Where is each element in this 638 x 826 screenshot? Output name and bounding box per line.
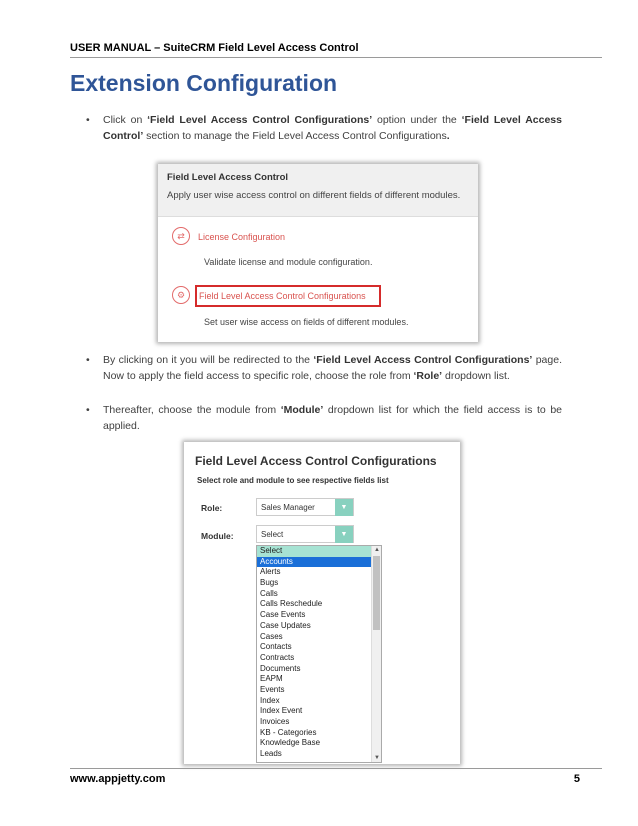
bold-run: ‘Field Level Access Control Configurations’ [313,354,533,366]
panel-title: Field Level Access Control [167,172,289,183]
text-run: dropdown list for which the field access is to be applied. [103,404,562,432]
list-item[interactable]: Calls [260,588,278,598]
config-hint: Select role and module to see respective fields list [197,476,389,485]
footer-site: www.appjetty.com [70,773,166,785]
list-item[interactable]: Index [260,695,280,705]
role-select[interactable] [256,498,354,516]
list-scrollbar[interactable] [371,546,381,762]
module-select[interactable] [256,525,354,543]
config-page-title: Field Level Access Control Configurations [195,454,437,468]
text-run: section to manage the Field Level Access Control Configurations [143,130,447,142]
list-item[interactable]: Bugs [260,578,279,588]
page-footer [70,768,602,785]
header-title: USER MANUAL – SuiteCRM Field Level Access Control [70,42,359,54]
bold-run: ‘Field Level Access Control’ [103,114,562,142]
list-item[interactable]: Alerts [260,567,281,577]
license-config-link[interactable]: License Configuration [198,232,286,242]
bold-run: ‘Module’ [280,404,324,416]
role-select-value: Sales Manager [261,503,315,512]
bullet-dot: • [86,114,90,126]
page-header [70,42,602,58]
list-item[interactable]: Select [257,546,381,557]
list-item[interactable]: KB - Categories [260,727,317,737]
module-dropdown-list[interactable] [256,545,382,763]
panel-subtitle: Apply user wise access control on different fields of different modules. [167,190,461,201]
text-run: option under the [372,114,462,126]
chevron-down-icon[interactable]: ▼ [335,526,353,543]
bold-run: ‘Field Level Access Control Configurations’ [147,114,373,126]
list-item[interactable]: Contacts [260,642,292,652]
list-item[interactable]: Index Event [260,706,303,716]
list-item[interactable]: Case Events [260,610,306,620]
chevron-down-icon[interactable]: ▼ [335,499,353,516]
bold-run: ‘Role’ [413,370,443,382]
scrollbar-thumb[interactable] [373,556,380,630]
field-access-config-desc: Set user wise access on fields of different modules. [204,317,409,327]
section-heading: Extension Configuration [70,70,338,96]
license-config-icon: ⇄ [172,227,190,245]
scroll-up-icon[interactable]: ▲ [374,547,380,553]
screenshot-config-page [184,442,460,764]
bullet-dot: • [86,404,90,416]
list-item[interactable]: EAPM [260,674,283,684]
list-item[interactable]: Contracts [260,652,295,662]
role-label: Role: [201,503,223,513]
text-run: page. Now to apply the field access to specific role, choose the role from [103,354,562,382]
list-item[interactable]: Cases [260,631,283,641]
field-access-config-link[interactable]: Field Level Access Control Configurations [199,291,366,301]
text-run: dropdown list. [442,370,510,382]
text-run: By clicking on it you will be redirected to the [103,354,314,366]
text-run: Thereafter, choose the module from [103,404,281,416]
list-item[interactable]: Case Updates [260,620,311,630]
list-item[interactable]: Calls Reschedule [260,599,323,609]
list-item[interactable]: Leads [260,749,282,759]
list-item[interactable]: Accounts [257,557,381,568]
module-select-value: Select [261,530,284,539]
license-config-desc: Validate license and module configuration. [204,257,373,267]
bullet-text [103,352,562,384]
text-run: Click on [103,114,148,126]
bullet-text [103,402,562,434]
list-item[interactable]: Events [260,684,285,694]
list-item[interactable]: Documents [260,663,301,673]
gear-icon: ⚙ [172,286,190,304]
bullet-dot: • [86,354,90,366]
scroll-down-icon[interactable]: ▼ [374,755,380,761]
screenshot-field-level-access-control [158,164,478,342]
list-item[interactable]: Knowledge Base [260,738,321,748]
page-number: 5 [573,773,580,785]
bullet-text [103,112,562,144]
module-label: Module: [201,531,234,541]
bold-run: . [446,130,450,142]
list-item[interactable]: Invoices [260,717,290,726]
